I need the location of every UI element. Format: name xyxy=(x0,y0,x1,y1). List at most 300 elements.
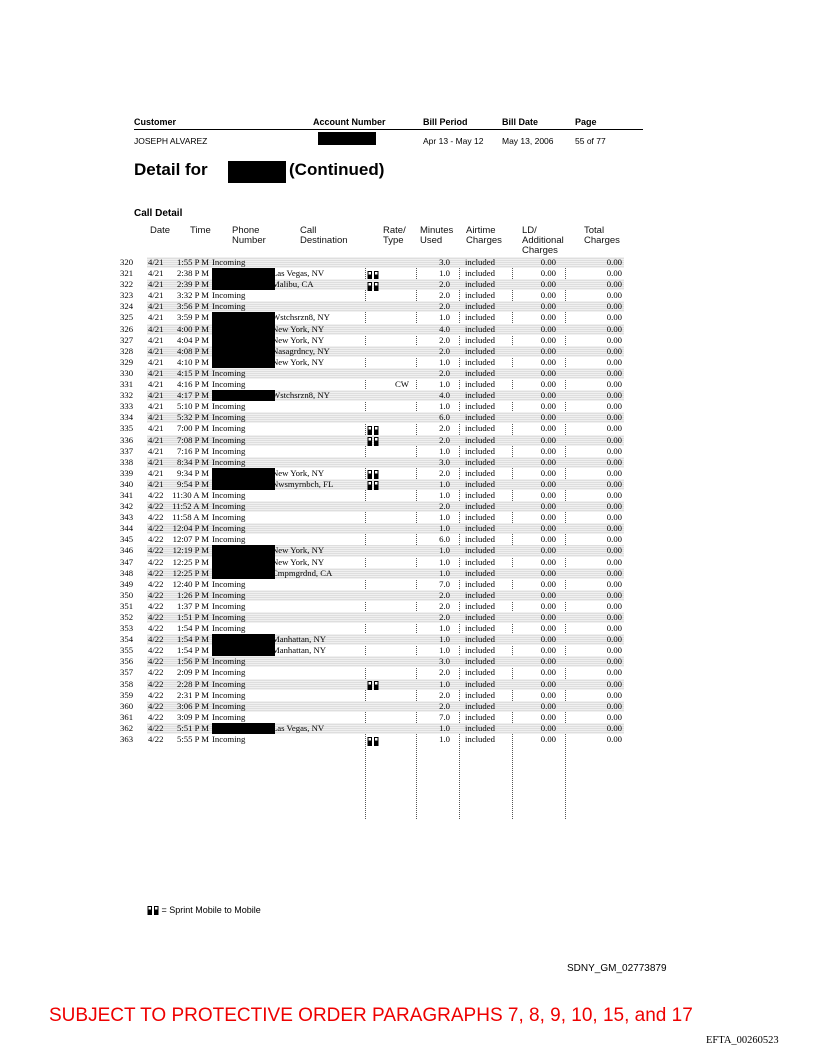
call-incoming: Incoming xyxy=(212,489,246,500)
minutes-used: 1.0 xyxy=(439,401,450,412)
call-incoming: Incoming xyxy=(212,734,246,745)
airtime-charges: included xyxy=(465,334,495,345)
minutes-used: 4.0 xyxy=(439,390,450,401)
call-time: 7:16 P M xyxy=(176,445,209,456)
call-date: 4/22 xyxy=(148,578,164,589)
call-number: 330 xyxy=(120,367,134,378)
airtime-charges: included xyxy=(465,279,495,290)
rate-type-text: CW xyxy=(395,379,409,390)
call-row xyxy=(120,545,624,556)
minutes-used: 2.0 xyxy=(439,700,450,711)
ld-additional-charges: 0.00 xyxy=(540,423,556,434)
ld-additional-charges: 0.00 xyxy=(540,734,556,745)
ld-additional-charges: 0.00 xyxy=(540,623,556,634)
ld-additional-charges: 0.00 xyxy=(540,534,556,545)
call-row xyxy=(120,690,624,701)
minutes-used: 7.0 xyxy=(439,578,450,589)
total-charges: 0.00 xyxy=(606,656,622,667)
call-incoming: Incoming xyxy=(212,589,246,600)
call-date: 4/21 xyxy=(148,467,164,478)
total-charges: 0.00 xyxy=(606,434,622,445)
minutes-used: 2.0 xyxy=(439,279,450,290)
call-incoming: Incoming xyxy=(212,423,246,434)
minutes-used: 1.0 xyxy=(439,268,450,279)
call-date: 4/21 xyxy=(148,312,164,323)
call-destination: New York, NY xyxy=(272,334,325,345)
ld-additional-charges: 0.00 xyxy=(540,323,556,334)
call-date: 4/21 xyxy=(148,456,164,467)
ld-additional-charges: 0.00 xyxy=(540,456,556,467)
phone-number-redaction xyxy=(212,634,275,645)
call-number: 360 xyxy=(120,700,134,711)
header-rule xyxy=(134,129,643,130)
call-incoming: Incoming xyxy=(212,401,246,412)
ld-additional-charges: 0.00 xyxy=(540,379,556,390)
phone-number-redaction xyxy=(212,545,275,556)
minutes-used: 3.0 xyxy=(439,456,450,467)
call-number: 349 xyxy=(120,578,134,589)
airtime-charges: included xyxy=(465,367,495,378)
minutes-used: 2.0 xyxy=(439,467,450,478)
call-time: 1:51 P M xyxy=(176,612,209,622)
call-incoming: Incoming xyxy=(212,612,246,622)
ld-additional-charges: 0.00 xyxy=(540,722,556,733)
call-date: 4/22 xyxy=(148,534,164,545)
total-charges: 0.00 xyxy=(606,645,622,656)
total-charges: 0.00 xyxy=(606,722,622,733)
airtime-charges: included xyxy=(465,589,495,600)
minutes-used: 1.0 xyxy=(439,523,450,534)
minutes-used: 6.0 xyxy=(439,534,450,545)
call-time: 4:10 P M xyxy=(176,356,209,367)
airtime-charges: included xyxy=(465,612,495,622)
call-number: 340 xyxy=(120,478,134,489)
col-header-airtime-charges: Airtime Charges xyxy=(466,225,502,246)
total-charges: 0.00 xyxy=(606,512,622,523)
total-charges: 0.00 xyxy=(606,379,622,390)
call-time: 8:34 P M xyxy=(176,456,209,467)
call-date: 4/22 xyxy=(148,523,164,534)
call-number: 336 xyxy=(120,434,134,445)
call-date: 4/22 xyxy=(148,711,164,722)
minutes-used: 2.0 xyxy=(439,689,450,700)
call-date: 4/21 xyxy=(148,345,164,356)
call-detail-table xyxy=(120,257,624,745)
call-row xyxy=(120,346,624,357)
call-number: 342 xyxy=(120,501,134,512)
phone-number-redaction xyxy=(212,324,275,335)
total-charges: 0.00 xyxy=(606,390,622,401)
call-time: 7:08 P M xyxy=(176,434,209,445)
call-time: 5:32 P M xyxy=(176,412,209,423)
page-title-prefix: Detail for xyxy=(134,160,208,179)
call-destination: New York, NY xyxy=(272,356,325,367)
ld-additional-charges: 0.00 xyxy=(540,700,556,711)
call-date: 4/22 xyxy=(148,678,164,689)
minutes-used: 2.0 xyxy=(439,600,450,611)
minutes-used: 1.0 xyxy=(439,478,450,489)
total-charges: 0.00 xyxy=(606,489,622,500)
call-time: 9:34 P M xyxy=(176,467,209,478)
airtime-charges: included xyxy=(465,623,495,634)
call-incoming: Incoming xyxy=(212,301,246,312)
call-time: 5:51 P M xyxy=(176,722,209,733)
total-charges: 0.00 xyxy=(606,412,622,423)
call-time: 4:17 P M xyxy=(176,390,209,401)
total-charges: 0.00 xyxy=(606,301,622,312)
ld-additional-charges: 0.00 xyxy=(540,512,556,523)
call-date: 4/21 xyxy=(148,323,164,334)
total-charges: 0.00 xyxy=(606,623,622,634)
call-incoming: Incoming xyxy=(212,678,246,689)
call-incoming: Incoming xyxy=(212,667,246,678)
call-number: 332 xyxy=(120,390,134,401)
airtime-charges: included xyxy=(465,556,495,567)
call-number: 358 xyxy=(120,678,134,689)
sprint-mobile-to-mobile-icon xyxy=(147,906,159,915)
call-number: 353 xyxy=(120,623,134,634)
call-time: 1:55 P M xyxy=(176,257,209,267)
call-time: 1:37 P M xyxy=(176,600,209,611)
minutes-used: 2.0 xyxy=(439,434,450,445)
protective-order-notice: SUBJECT TO PROTECTIVE ORDER PARAGRAPHS 7, 8, 9, 10, 15, and 17 xyxy=(49,1005,693,1026)
call-number: 359 xyxy=(120,689,134,700)
total-charges: 0.00 xyxy=(606,667,622,678)
bates-number: SDNY_GM_02773879 xyxy=(567,963,667,974)
call-time: 1:54 P M xyxy=(176,645,209,656)
total-charges: 0.00 xyxy=(606,467,622,478)
call-date: 4/22 xyxy=(148,689,164,700)
bill-period-label: Bill Period xyxy=(423,117,468,127)
minutes-used: 3.0 xyxy=(439,257,450,267)
call-row xyxy=(120,324,624,335)
airtime-charges: included xyxy=(465,467,495,478)
ld-additional-charges: 0.00 xyxy=(540,478,556,489)
rate-type xyxy=(367,735,379,746)
call-time: 4:00 P M xyxy=(176,323,209,334)
call-time: 5:55 P M xyxy=(176,734,209,745)
call-destination: Manhattan, NY xyxy=(272,634,327,645)
call-row xyxy=(120,723,624,734)
total-charges: 0.00 xyxy=(606,589,622,600)
call-date: 4/22 xyxy=(148,589,164,600)
total-charges: 0.00 xyxy=(606,268,622,279)
sprint-mobile-to-mobile-icon xyxy=(367,737,379,746)
call-date: 4/22 xyxy=(148,556,164,567)
ld-additional-charges: 0.00 xyxy=(540,656,556,667)
call-incoming: Incoming xyxy=(212,534,246,545)
call-row xyxy=(120,412,624,423)
call-date: 4/22 xyxy=(148,489,164,500)
ld-additional-charges: 0.00 xyxy=(540,290,556,301)
call-number: 339 xyxy=(120,467,134,478)
minutes-used: 2.0 xyxy=(439,589,450,600)
call-incoming: Incoming xyxy=(212,290,246,301)
call-number: 320 xyxy=(120,257,134,267)
airtime-charges: included xyxy=(465,567,495,578)
airtime-charges: included xyxy=(465,445,495,456)
call-date: 4/21 xyxy=(148,390,164,401)
legend xyxy=(147,905,261,915)
call-destination: Cmpmgrdnd, CA xyxy=(272,567,333,578)
call-incoming: Incoming xyxy=(212,501,246,512)
minutes-used: 1.0 xyxy=(439,545,450,556)
airtime-charges: included xyxy=(465,478,495,489)
col-header-rate-type: Rate/ Type xyxy=(383,225,406,246)
call-time: 4:04 P M xyxy=(176,334,209,345)
ld-additional-charges: 0.00 xyxy=(540,390,556,401)
efta-number: EFTA_00260523 xyxy=(706,1035,779,1046)
minutes-used: 1.0 xyxy=(439,556,450,567)
minutes-used: 1.0 xyxy=(439,356,450,367)
call-time: 1:26 P M xyxy=(176,589,209,600)
ld-additional-charges: 0.00 xyxy=(540,578,556,589)
phone-number-redaction xyxy=(212,312,275,323)
call-number: 327 xyxy=(120,334,134,345)
page-title-suffix: (Continued) xyxy=(289,160,385,179)
phone-number-redaction xyxy=(212,723,275,734)
call-time: 4:16 P M xyxy=(176,379,209,390)
airtime-charges: included xyxy=(465,423,495,434)
call-date: 4/22 xyxy=(148,634,164,645)
call-incoming: Incoming xyxy=(212,656,246,667)
call-row xyxy=(120,268,624,279)
total-charges: 0.00 xyxy=(606,612,622,622)
col-header-total-charges: Total Charges xyxy=(584,225,620,246)
col-header-minutes-used: Minutes Used xyxy=(420,225,454,246)
call-number: 355 xyxy=(120,645,134,656)
col-header-ld-additional-charges: LD/ Additional Charges xyxy=(522,225,564,256)
call-number: 341 xyxy=(120,489,134,500)
bill-period-value: Apr 13 - May 12 xyxy=(423,136,484,146)
ld-additional-charges: 0.00 xyxy=(540,612,556,622)
airtime-charges: included xyxy=(465,345,495,356)
airtime-charges: included xyxy=(465,600,495,611)
airtime-charges: included xyxy=(465,667,495,678)
call-row xyxy=(120,734,624,745)
airtime-charges: included xyxy=(465,512,495,523)
call-number: 321 xyxy=(120,268,134,279)
call-date: 4/22 xyxy=(148,656,164,667)
call-number: 354 xyxy=(120,634,134,645)
total-charges: 0.00 xyxy=(606,312,622,323)
call-time: 4:15 P M xyxy=(176,367,209,378)
section-title: Call Detail xyxy=(134,208,183,219)
airtime-charges: included xyxy=(465,734,495,745)
ld-additional-charges: 0.00 xyxy=(540,467,556,478)
call-incoming: Incoming xyxy=(212,512,246,523)
call-number: 343 xyxy=(120,512,134,523)
call-date: 4/22 xyxy=(148,722,164,733)
call-date: 4/22 xyxy=(148,545,164,556)
airtime-charges: included xyxy=(465,301,495,312)
call-destination: Nwsmyrnbch, FL xyxy=(272,478,334,489)
total-charges: 0.00 xyxy=(606,356,622,367)
call-incoming: Incoming xyxy=(212,700,246,711)
ld-additional-charges: 0.00 xyxy=(540,567,556,578)
call-date: 4/22 xyxy=(148,623,164,634)
ld-additional-charges: 0.00 xyxy=(540,645,556,656)
ld-additional-charges: 0.00 xyxy=(540,678,556,689)
call-row xyxy=(120,568,624,579)
call-destination: New York, NY xyxy=(272,323,325,334)
call-time: 11:30 A M xyxy=(172,489,209,500)
minutes-used: 2.0 xyxy=(439,290,450,301)
minutes-used: 2.0 xyxy=(439,367,450,378)
call-incoming: Incoming xyxy=(212,523,246,534)
total-charges: 0.00 xyxy=(606,711,622,722)
col-header-call-destination: Call Destination xyxy=(300,225,348,246)
call-row xyxy=(120,667,624,678)
ld-additional-charges: 0.00 xyxy=(540,279,556,290)
total-charges: 0.00 xyxy=(606,345,622,356)
minutes-used: 1.0 xyxy=(439,312,450,323)
call-row xyxy=(120,435,624,446)
total-charges: 0.00 xyxy=(606,279,622,290)
total-charges: 0.00 xyxy=(606,401,622,412)
call-number: 348 xyxy=(120,567,134,578)
call-number: 324 xyxy=(120,301,134,312)
total-charges: 0.00 xyxy=(606,367,622,378)
airtime-charges: included xyxy=(465,700,495,711)
call-time: 5:10 P M xyxy=(176,401,209,412)
ld-additional-charges: 0.00 xyxy=(540,523,556,534)
call-time: 11:58 A M xyxy=(172,512,209,523)
call-number: 356 xyxy=(120,656,134,667)
phone-number-redaction xyxy=(212,390,275,401)
call-destination: Malibu, CA xyxy=(272,279,314,290)
call-number: 322 xyxy=(120,279,134,290)
ld-additional-charges: 0.00 xyxy=(540,501,556,512)
call-row xyxy=(120,368,624,379)
minutes-used: 3.0 xyxy=(439,656,450,667)
call-number: 335 xyxy=(120,423,134,434)
call-date: 4/21 xyxy=(148,268,164,279)
account-number-redaction xyxy=(318,132,376,145)
phone-number-redaction xyxy=(212,568,275,579)
airtime-charges: included xyxy=(465,523,495,534)
call-incoming: Incoming xyxy=(212,600,246,611)
call-incoming: Incoming xyxy=(212,412,246,423)
call-row xyxy=(120,645,624,656)
call-row xyxy=(120,357,624,368)
total-charges: 0.00 xyxy=(606,534,622,545)
phone-number-redaction xyxy=(212,557,275,568)
call-incoming: Incoming xyxy=(212,711,246,722)
call-row xyxy=(120,590,624,601)
minutes-used: 2.0 xyxy=(439,667,450,678)
minutes-used: 1.0 xyxy=(439,567,450,578)
call-time: 2:31 P M xyxy=(176,689,209,700)
call-time: 12:07 P M xyxy=(172,534,209,545)
call-time: 2:38 P M xyxy=(176,268,209,279)
call-date: 4/21 xyxy=(148,334,164,345)
airtime-charges: included xyxy=(465,645,495,656)
call-time: 3:32 P M xyxy=(176,290,209,301)
airtime-charges: included xyxy=(465,268,495,279)
ld-additional-charges: 0.00 xyxy=(540,367,556,378)
total-charges: 0.00 xyxy=(606,678,622,689)
call-number: 352 xyxy=(120,612,134,622)
call-row xyxy=(120,446,624,457)
ld-additional-charges: 0.00 xyxy=(540,667,556,678)
total-charges: 0.00 xyxy=(606,545,622,556)
call-time: 12:25 P M xyxy=(172,556,209,567)
airtime-charges: included xyxy=(465,401,495,412)
call-time: 12:40 P M xyxy=(172,578,209,589)
call-row xyxy=(120,423,624,434)
ld-additional-charges: 0.00 xyxy=(540,589,556,600)
call-incoming: Incoming xyxy=(212,578,246,589)
bill-date-value: May 13, 2006 xyxy=(502,136,554,146)
total-charges: 0.00 xyxy=(606,689,622,700)
call-number: 329 xyxy=(120,356,134,367)
phone-number-redaction xyxy=(212,468,275,479)
minutes-used: 6.0 xyxy=(439,412,450,423)
ld-additional-charges: 0.00 xyxy=(540,489,556,500)
minutes-used: 1.0 xyxy=(439,379,450,390)
col-header-phone-number: Phone Number xyxy=(232,225,266,246)
airtime-charges: included xyxy=(465,578,495,589)
airtime-charges: included xyxy=(465,379,495,390)
call-time: 11:52 A M xyxy=(172,501,209,512)
minutes-used: 1.0 xyxy=(439,445,450,456)
call-date: 4/21 xyxy=(148,290,164,301)
call-row xyxy=(120,479,624,490)
airtime-charges: included xyxy=(465,545,495,556)
total-charges: 0.00 xyxy=(606,734,622,745)
airtime-charges: included xyxy=(465,689,495,700)
call-row xyxy=(120,401,624,412)
total-charges: 0.00 xyxy=(606,700,622,711)
call-time: 2:39 P M xyxy=(176,279,209,290)
call-incoming: Incoming xyxy=(212,689,246,700)
ld-additional-charges: 0.00 xyxy=(540,689,556,700)
airtime-charges: included xyxy=(465,434,495,445)
call-time: 3:09 P M xyxy=(176,711,209,722)
call-row xyxy=(120,656,624,667)
ld-additional-charges: 0.00 xyxy=(540,434,556,445)
call-number: 346 xyxy=(120,545,134,556)
call-time: 3:06 P M xyxy=(176,700,209,711)
minutes-used: 1.0 xyxy=(439,645,450,656)
call-date: 4/21 xyxy=(148,478,164,489)
phone-number-redaction xyxy=(212,346,275,357)
total-charges: 0.00 xyxy=(606,323,622,334)
call-number: 350 xyxy=(120,589,134,600)
call-number: 338 xyxy=(120,456,134,467)
airtime-charges: included xyxy=(465,711,495,722)
phone-number-redaction xyxy=(212,268,275,279)
phone-number-redaction xyxy=(212,279,275,290)
call-time: 2:09 P M xyxy=(176,667,209,678)
ld-additional-charges: 0.00 xyxy=(540,600,556,611)
minutes-used: 2.0 xyxy=(439,612,450,622)
call-destination: Las Vegas, NV xyxy=(272,268,325,279)
call-date: 4/21 xyxy=(148,379,164,390)
call-date: 4/21 xyxy=(148,412,164,423)
customer-name: JOSEPH ALVAREZ xyxy=(134,136,208,146)
airtime-charges: included xyxy=(465,356,495,367)
call-row xyxy=(120,257,624,268)
total-charges: 0.00 xyxy=(606,456,622,467)
call-row xyxy=(120,457,624,468)
call-row xyxy=(120,534,624,545)
minutes-used: 4.0 xyxy=(439,323,450,334)
col-header-time: Time xyxy=(190,225,211,236)
minutes-used: 1.0 xyxy=(439,512,450,523)
call-number: 333 xyxy=(120,401,134,412)
